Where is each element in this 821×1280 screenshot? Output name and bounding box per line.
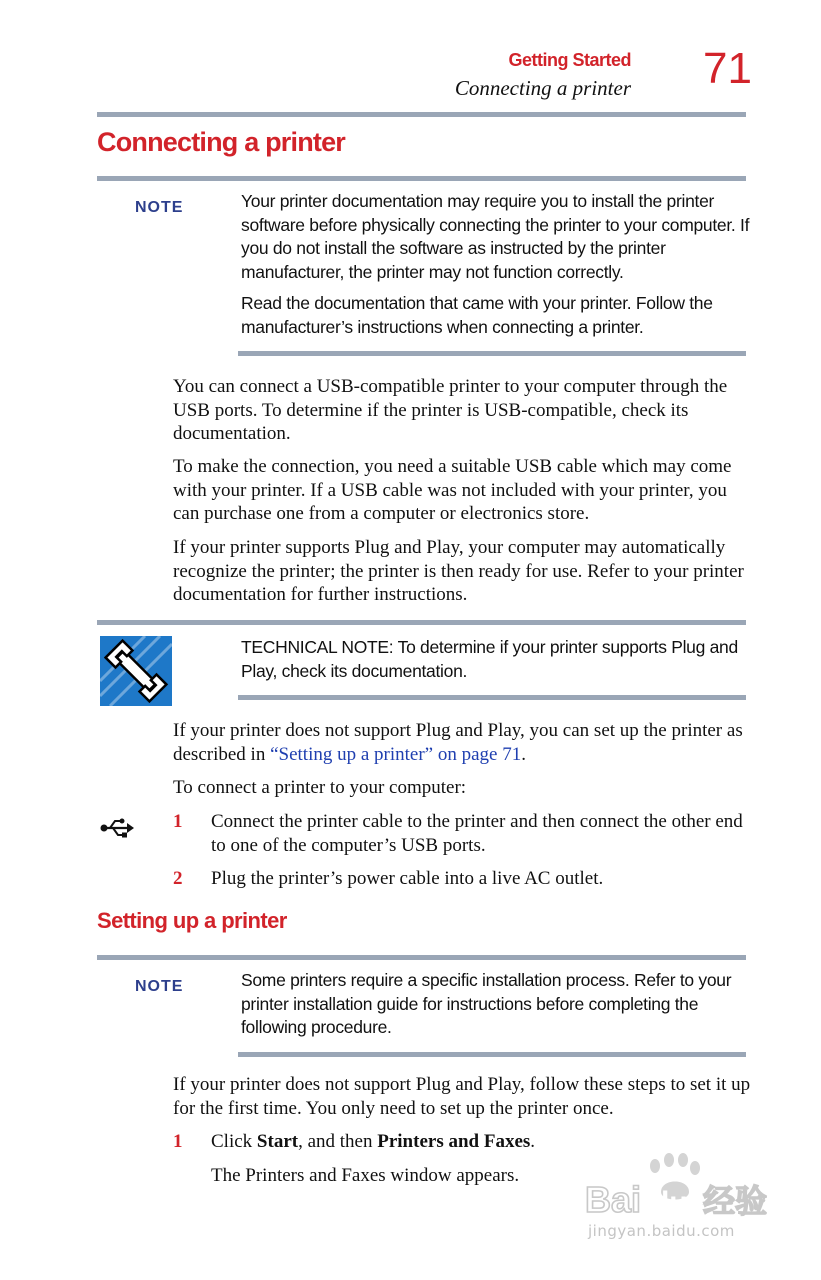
step-item xyxy=(173,810,753,857)
note-label: NOTE xyxy=(135,199,184,216)
subsection-title: Setting up a printer xyxy=(97,908,287,933)
note-text xyxy=(241,969,751,1048)
watermark-brand-a: Bai xyxy=(585,1179,642,1220)
paragraph-text xyxy=(173,719,753,766)
paragraph-text: To connect a printer to your computer: xyxy=(173,777,467,798)
body-paragraph xyxy=(173,776,753,800)
tech-note-top-rule xyxy=(97,620,746,625)
step-number: 1 xyxy=(173,811,183,832)
paragraph-text: To make the connection, you need a suitable USB cable which may come with your printer. If a USB cable was not included with your printer, you can purchase one from a computer or electronics store. xyxy=(173,456,732,524)
note-bottom-rule xyxy=(238,1052,746,1057)
step-number: 2 xyxy=(173,868,183,889)
watermark-logo xyxy=(585,1150,785,1227)
step-text: Connect the printer cable to the printer and then connect the other end to one of the computer’s USB ports. xyxy=(211,811,743,856)
note-paragraph: Read the documentation that came with your printer. Follow the manufacturer’s instructions when connecting a printer. xyxy=(241,293,713,337)
note-paragraph: Your printer documentation may require you to install the printer software before physically connecting the printer to your computer. If you do not install the software as instructed by the printer manufacturer, the printer may not function correctly. xyxy=(241,191,750,282)
step-number: 1 xyxy=(173,1131,183,1152)
note-text xyxy=(241,190,751,347)
step-item xyxy=(173,867,753,891)
paragraph-text-run: . xyxy=(521,743,526,765)
paragraph-text: If your printer does not support Plug and Play, follow these steps to set it up for the first time. You only need to set up the printer once. xyxy=(173,1074,751,1119)
running-header-section: Connecting a printer xyxy=(454,76,631,100)
note-top-rule xyxy=(97,955,746,960)
running-header-chapter: Getting Started xyxy=(508,50,631,70)
step-text-run: , and then xyxy=(298,1131,378,1152)
cross-reference-link[interactable]: “Setting up a printer” on page 71 xyxy=(270,743,522,765)
usb-icon xyxy=(100,817,134,839)
body-paragraph xyxy=(173,536,753,607)
note-bottom-rule xyxy=(238,351,746,356)
watermark-brand-b: du xyxy=(651,1186,688,1219)
body-paragraph xyxy=(173,375,753,446)
note-label: NOTE xyxy=(135,978,184,995)
paragraph-text-run: If your printer does not support Plug and Play, you can set up the printer as described in xyxy=(173,720,743,765)
paragraph-text: If your printer supports Plug and Play, your computer may automatically recognize the printer; the printer is then ready for use. Refer to your printer documentation for further instructions. xyxy=(173,537,744,605)
step-text: Plug the printer’s power cable into a live AC outlet. xyxy=(211,868,604,889)
body-paragraph xyxy=(173,719,753,766)
note-paragraph: Some printers require a specific installation process. Refer to your printer installation guide for instructions before completing the following procedure. xyxy=(241,970,732,1037)
body-paragraph xyxy=(173,1073,753,1120)
tech-note-bottom-rule xyxy=(238,695,746,700)
watermark-url: jingyan.baidu.com xyxy=(588,1222,735,1240)
step-result-text: The Printers and Faxes window appears. xyxy=(211,1164,520,1186)
body-paragraph xyxy=(173,455,753,526)
page-number: 71 xyxy=(703,44,752,93)
ui-term-printers-and-faxes: Printers and Faxes xyxy=(377,1131,531,1152)
wrench-icon xyxy=(100,636,172,706)
note-top-rule xyxy=(97,176,746,181)
step-text-run: Click xyxy=(211,1131,257,1152)
step-text-run: . xyxy=(530,1131,536,1152)
section-title: Connecting a printer xyxy=(97,127,346,157)
technical-note-text: TECHNICAL NOTE: To determine if your printer supports Plug and Play, check its documentation. xyxy=(241,637,738,681)
header-rule xyxy=(97,112,746,117)
ui-term-start: Start xyxy=(256,1131,299,1152)
paragraph-text: You can connect a USB-compatible printer to your computer through the USB ports. To determine if the printer is USB-compatible, check its documentation. xyxy=(173,376,728,444)
watermark-brand-cn: 经验 xyxy=(703,1182,768,1220)
